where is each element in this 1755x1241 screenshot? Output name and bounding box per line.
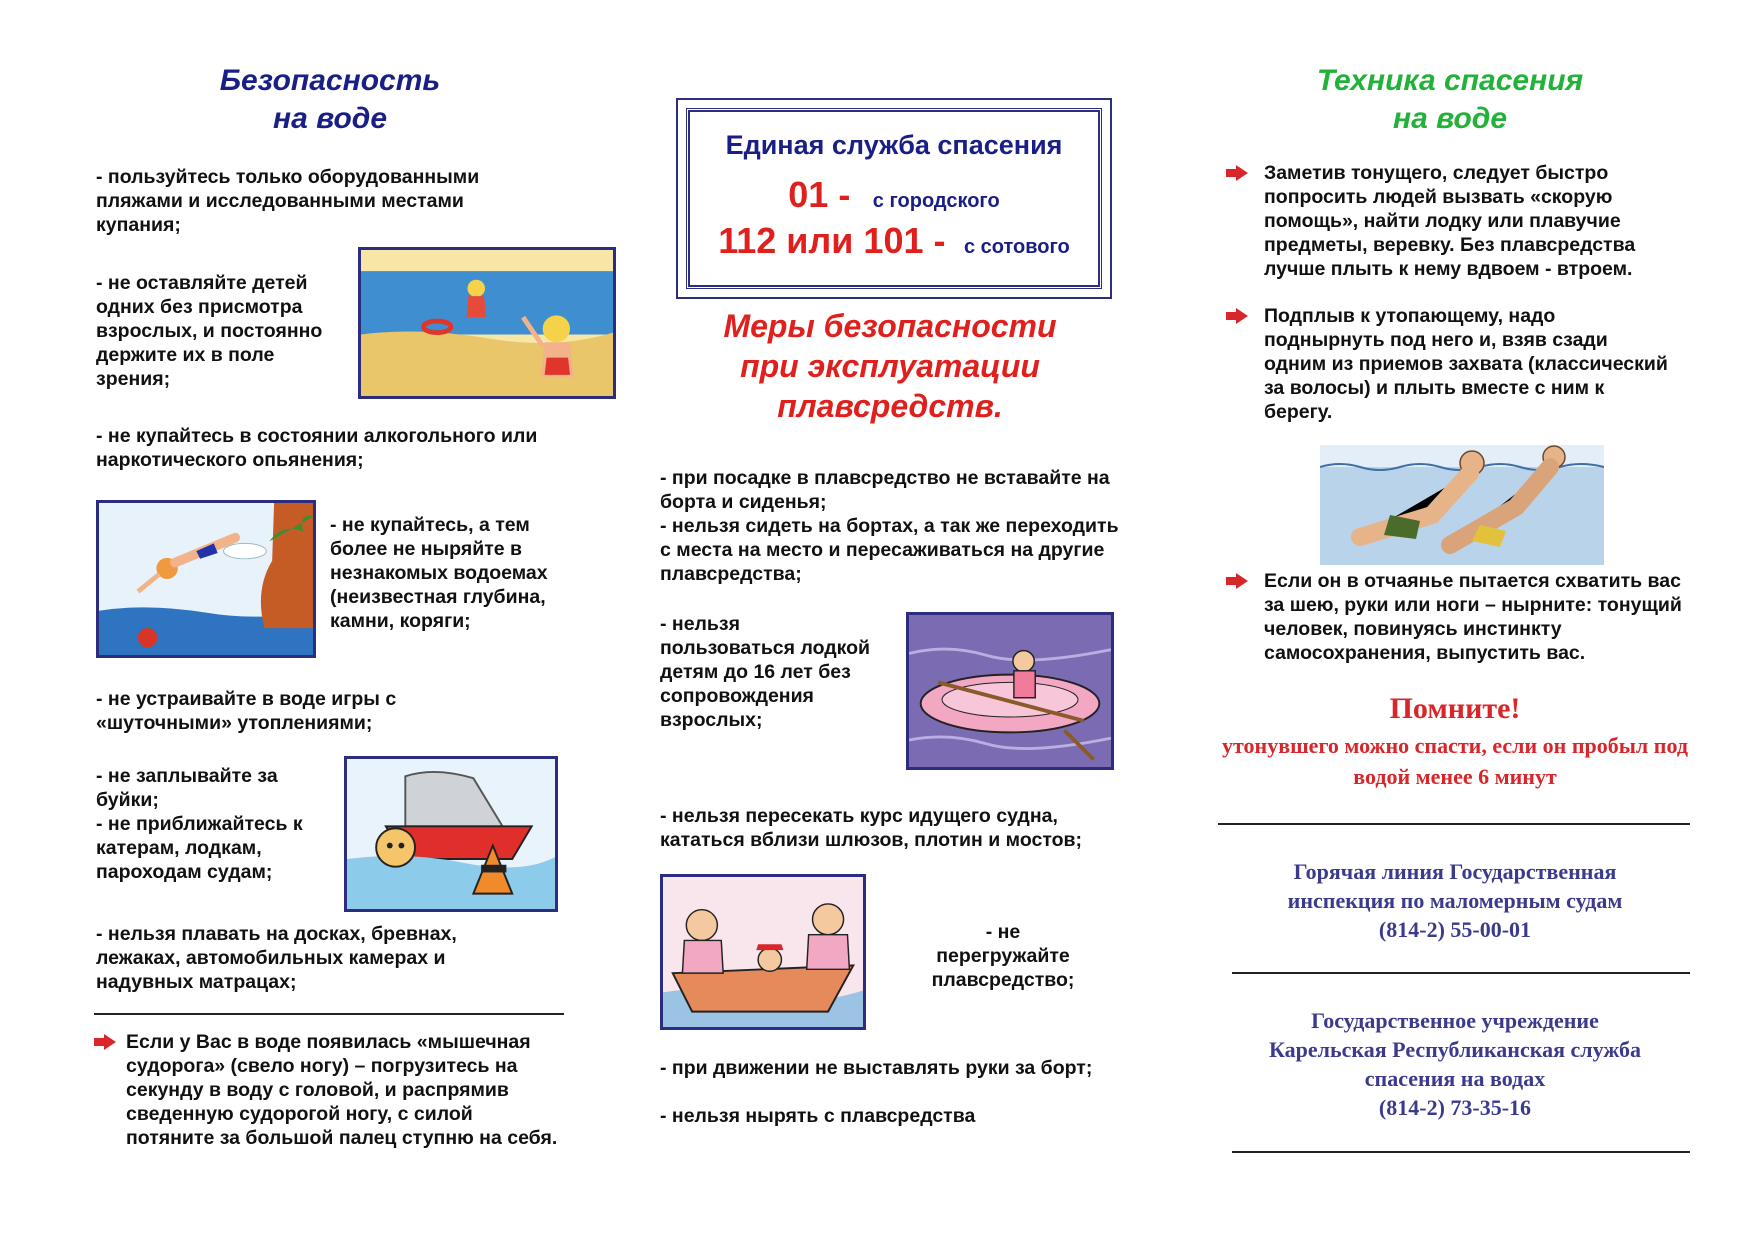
institution-block: Государственное учреждение Карельская Республиканская служба спасения на водах (814-2) 73-35-16	[1269, 1008, 1641, 1120]
center-item-3: - нельзя пересекать курс идущего судна, кататься вблизи шлюзов, плотин и мостов;	[660, 805, 1083, 851]
center-item-4: - не перегружайте плавсредство;	[931, 921, 1075, 991]
left-item-3: - не купайтесь в состоянии алкогольного или наркотического опьянения;	[96, 425, 538, 471]
remember-text: утонувшего можно спасти, если он пробыл под водой менее 6 минут	[1222, 733, 1688, 789]
left-item-4: - не купайтесь, а тем более не ныряйте в незнакомых водоемах (неизвестная глубина, камни, коряги;	[330, 514, 548, 632]
center-item-2: - нельзя пользоваться лодкой детям до 16 лет без сопровождения взрослых;	[660, 613, 871, 731]
right-title: Техника спасения на воде	[1316, 64, 1584, 135]
right-item-3: Если он в отчаянье пытается схватить вас за шею, руки или ноги – нырните: тонущий человек, повинуясь инстинкту самосохранения, выпустить вас.	[1264, 570, 1682, 664]
left-item-7: - нельзя плавать на досках, бревнах, лежаках, автомобильных камерах и надувных матрацах;	[96, 923, 457, 993]
right-divider-2	[1232, 972, 1690, 974]
arrow-bullet-icon	[94, 1034, 116, 1050]
left-item-2: - не оставляйте детей одних без присмотра взрослых, и постоянно держите их в поле зрения;	[96, 272, 323, 390]
right-item-2: Подплыв к утопающему, надо поднырнуть под него и, взяв сзади одним из приемов захвата (классический за волосы) и плыть вместе с ним к берегу.	[1264, 305, 1668, 423]
left-title: Безопасность на воде	[219, 64, 441, 135]
right-item-1: Заметив тонущего, следует быстро попросить людей вызвать «скорую помощь», найти лодку или плавучие предметы, веревку. Без плавсредства лучше плыть к нему вдвоем - втроем.	[1264, 162, 1636, 280]
child-rowing-boat-illustration	[906, 612, 1114, 770]
overloaded-boat-illustration	[660, 874, 866, 1030]
cramp-tip: Если у Вас в воде появилась «мышечная судорога» (свело ногу) – погрузитесь на секунду в воду с головой, и распрямив сведенную судорогой ногу, с силой потяните за большой палец ступню на себя.	[126, 1031, 558, 1149]
hotline-block: Горячая линия Государственная инспекция по маломерным судам (814-2) 55-00-01	[1287, 859, 1623, 942]
beach-children-illustration	[358, 247, 616, 399]
remember-title: Помните!	[1389, 692, 1521, 725]
emergency-number-mobile: 112 или 101 - с сотового	[718, 220, 1070, 261]
center-item-5: - при движении не выставлять руки за борт;	[660, 1057, 1093, 1079]
left-item-6: - не заплывайте за буйки; - не приближайтесь к катерам, лодкам, пароходам судам;	[96, 765, 303, 883]
center-item-6: - нельзя нырять с плавсредства	[660, 1105, 976, 1127]
right-divider-1	[1218, 823, 1690, 825]
boy-near-ship-illustration	[344, 756, 558, 912]
right-divider-3	[1232, 1151, 1690, 1153]
arrow-bullet-icon	[1226, 165, 1248, 181]
left-item-5: - не устраивайте в воде игры с «шуточными» утоплениями;	[96, 688, 397, 734]
arrow-bullet-icon	[1226, 573, 1248, 589]
emergency-service-title: Единая служба спасения	[725, 130, 1063, 160]
emergency-service-box	[676, 98, 1112, 299]
rescue-swimmers-illustration	[1320, 445, 1604, 565]
center-item-1: - при посадке в плавсредство не вставайте на борта и сиденья; - нельзя сидеть на бортах, а так же переходить с места на место и пересаживаться на другие плавсредства;	[660, 467, 1119, 585]
emergency-number-city: 01 - с городского	[788, 174, 1000, 215]
diving-boy-illustration	[96, 500, 316, 658]
arrow-bullet-icon	[1226, 308, 1248, 324]
center-title: Меры безопасности при эксплуатации плавсредств.	[723, 308, 1057, 424]
left-item-1: - пользуйтесь только оборудованными пляжами и исследованными местами купания;	[96, 166, 480, 236]
left-divider	[94, 1013, 564, 1015]
